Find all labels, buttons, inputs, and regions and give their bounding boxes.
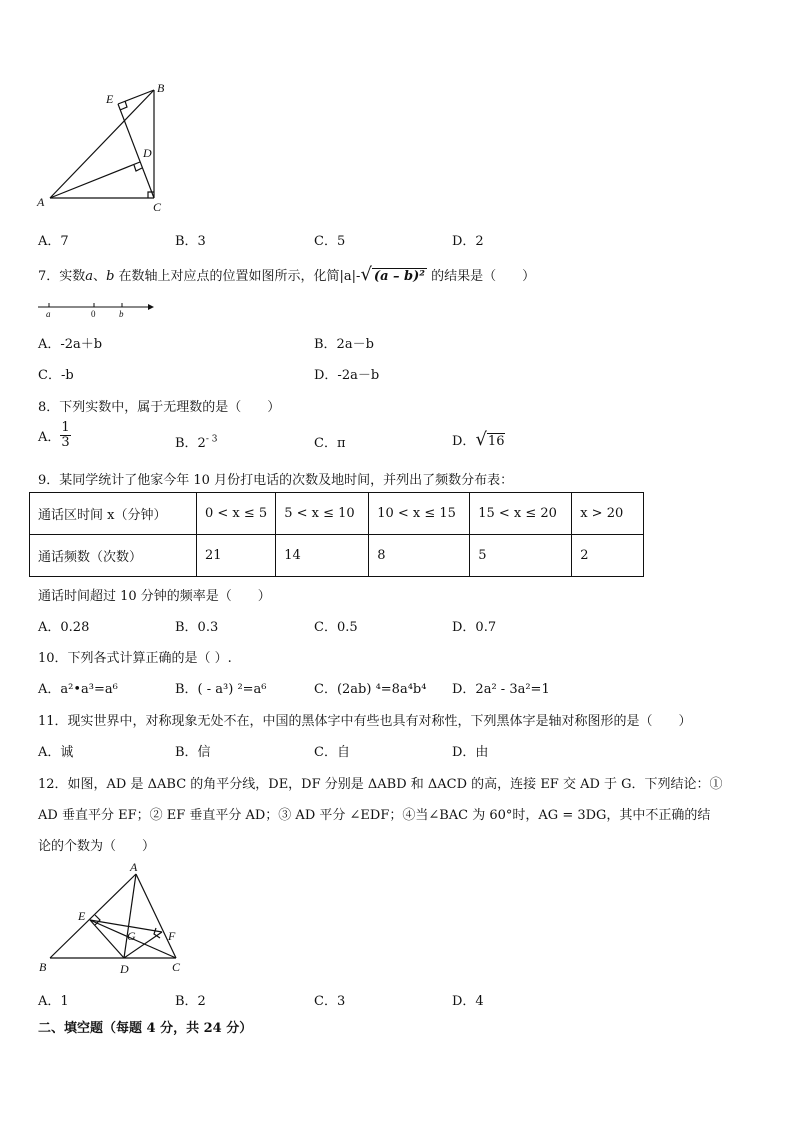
label-d: D (143, 146, 152, 160)
q10-stem: 10．下列各式计算正确的是（ ）. (38, 651, 232, 666)
label-e: E (78, 909, 86, 923)
table-cell: 2 (572, 535, 644, 577)
q7-option-a[interactable]: A．-2a＋b (38, 337, 103, 352)
segment-be (118, 90, 154, 104)
segment-ab (50, 874, 136, 958)
q8-option-b[interactable] (175, 432, 217, 451)
q9-option-b[interactable]: B．0.3 (175, 620, 219, 635)
segment-ab (50, 90, 154, 198)
q9-question: 通话时间超过 10 分钟的频率是（ ） (38, 589, 271, 604)
q12-option-c[interactable]: C．3 (314, 994, 346, 1009)
label-f: F (168, 929, 176, 943)
label-c: C (172, 960, 181, 974)
q7-stem-pre: 7．实数 (38, 269, 86, 284)
q8-option-b-text: B．2 (175, 436, 206, 451)
q9-option-c[interactable]: C．0.5 (314, 620, 358, 635)
table-cell: 21 (197, 535, 276, 577)
label-a: A (130, 860, 138, 874)
table-header-cell: 15 < x ≤ 20 (470, 493, 572, 535)
sqrt-icon: √ (360, 264, 372, 285)
numberline-label-a: a (46, 309, 51, 319)
q12-option-d[interactable]: D．4 (452, 994, 484, 1009)
section-title: 二、填空题（每题 4 分，共 24 分） (38, 1021, 253, 1036)
label-b: B (39, 960, 47, 974)
table-row (30, 493, 644, 535)
label-g: G (127, 929, 136, 943)
right-angle-d (134, 165, 142, 171)
fraction-numerator: 1 (61, 420, 70, 435)
segment-ef (90, 920, 162, 932)
number-line (36, 300, 156, 320)
q10-option-d[interactable]: D．2a² - 3a²=1 (452, 682, 550, 697)
arrow-right-icon (148, 304, 154, 310)
sqrt-icon: √ (475, 429, 487, 450)
q7-var-a: a (85, 269, 94, 284)
q6-option-b[interactable]: B．3 (175, 234, 206, 249)
table-header-cell: 10 < x ≤ 15 (369, 493, 470, 535)
q8-option-c[interactable]: C．π (314, 436, 346, 451)
segment-ad (124, 874, 136, 958)
q11-stem: 11．现实世界中，对称现象无处不在，中国的黑体字中有些也具有对称性，下列黑体字是轴对称图形的是（ ） (38, 714, 692, 729)
q11-option-a[interactable]: A．诚 (38, 745, 74, 760)
q11-option-d[interactable]: D．由 (452, 745, 489, 760)
table-header-cell: 通话区时间 x（分钟） (30, 493, 197, 535)
q10-option-c[interactable]: C．(2ab) ⁴=8a⁴b⁴ (314, 682, 427, 697)
q8-option-a[interactable] (38, 421, 71, 450)
q7-option-d[interactable]: D．-2a－b (314, 368, 380, 383)
numberline-label-b: b (119, 309, 124, 319)
table-header-cell: x > 20 (572, 493, 644, 535)
q7-var-b: b (106, 269, 115, 284)
table-cell: 5 (470, 535, 572, 577)
q7-sqrt-expr: (a – b)² (373, 269, 425, 284)
label-b: B (157, 81, 165, 95)
q6-option-c[interactable]: C．5 (314, 234, 346, 249)
q9-stem: 9．某同学统计了他家今年 10 月份打电话的次数及地时间，并列出了频数分布表： (38, 473, 514, 488)
label-c: C (153, 200, 162, 214)
q8-stem: 8．下列实数中，属于无理数的是（ ） (38, 400, 281, 415)
q7-stem (38, 264, 535, 285)
label-a: A (37, 195, 45, 209)
q7-stem-post: 的结果是（ ） (426, 269, 536, 284)
q6-option-a[interactable]: A．7 (38, 234, 69, 249)
frequency-table (29, 492, 644, 577)
fraction-one-third (60, 421, 70, 450)
q9-option-a[interactable]: A．0.28 (38, 620, 90, 635)
q8-option-a-label: A． (38, 430, 61, 445)
numberline-label-0: 0 (91, 309, 96, 319)
fraction-denominator: 3 (61, 435, 70, 450)
table-row (30, 535, 644, 577)
q7-option-b[interactable]: B．2a－b (314, 337, 374, 352)
q12-stem-line1: 12．如图，AD 是 ΔABC 的角平分线，DE，DF 分别是 ΔABD 和 ΔACD 的高，连接 EF 交 AD 于 G．下列结论：① (38, 777, 723, 792)
table-cell: 8 (369, 535, 470, 577)
q12-stem-line3: 论的个数为（ ） (38, 839, 156, 854)
q12-option-b[interactable]: B．2 (175, 994, 206, 1009)
triangle-figure-12 (36, 860, 196, 978)
q7-sep: 、 (93, 269, 107, 284)
table-header-cell: 0 < x ≤ 5 (197, 493, 276, 535)
q9-option-d[interactable]: D．0.7 (452, 620, 497, 635)
q7-abs-expr: |a|- (339, 269, 361, 284)
q8-option-d-radicand: 16 (487, 434, 505, 449)
q8-option-d[interactable] (452, 429, 505, 450)
q7-stem-mid: 在数轴上对应点的位置如图所示，化简 (114, 269, 340, 284)
q6-option-d[interactable]: D．2 (452, 234, 484, 249)
label-d: D (120, 962, 129, 976)
q10-option-b[interactable]: B．( - a³) ²=a⁶ (175, 682, 267, 697)
triangle-figure-1 (30, 78, 180, 218)
q11-option-b[interactable]: B．信 (175, 745, 211, 760)
q12-stem-line2: AD 垂直平分 EF；② EF 垂直平分 AD；③ AD 平分 ∠EDF；④当∠BAC 为 60°时，AG = 3DG，其中不正确的结 (38, 808, 711, 823)
segment-de (90, 920, 124, 958)
q12-option-a[interactable]: A．1 (38, 994, 69, 1009)
q11-option-c[interactable]: C．自 (314, 745, 350, 760)
segment-ae (50, 162, 140, 198)
q7-option-c[interactable]: C．-b (38, 368, 74, 383)
table-header-cell: 5 < x ≤ 10 (276, 493, 369, 535)
table-cell: 14 (276, 535, 369, 577)
label-e: E (106, 92, 114, 106)
table-cell: 通话频数（次数） (30, 535, 197, 577)
q8-option-b-exponent: - 3 (205, 434, 218, 445)
q10-option-a[interactable]: A．a²•a³=a⁶ (38, 682, 118, 697)
q8-option-d-label: D． (452, 434, 476, 449)
